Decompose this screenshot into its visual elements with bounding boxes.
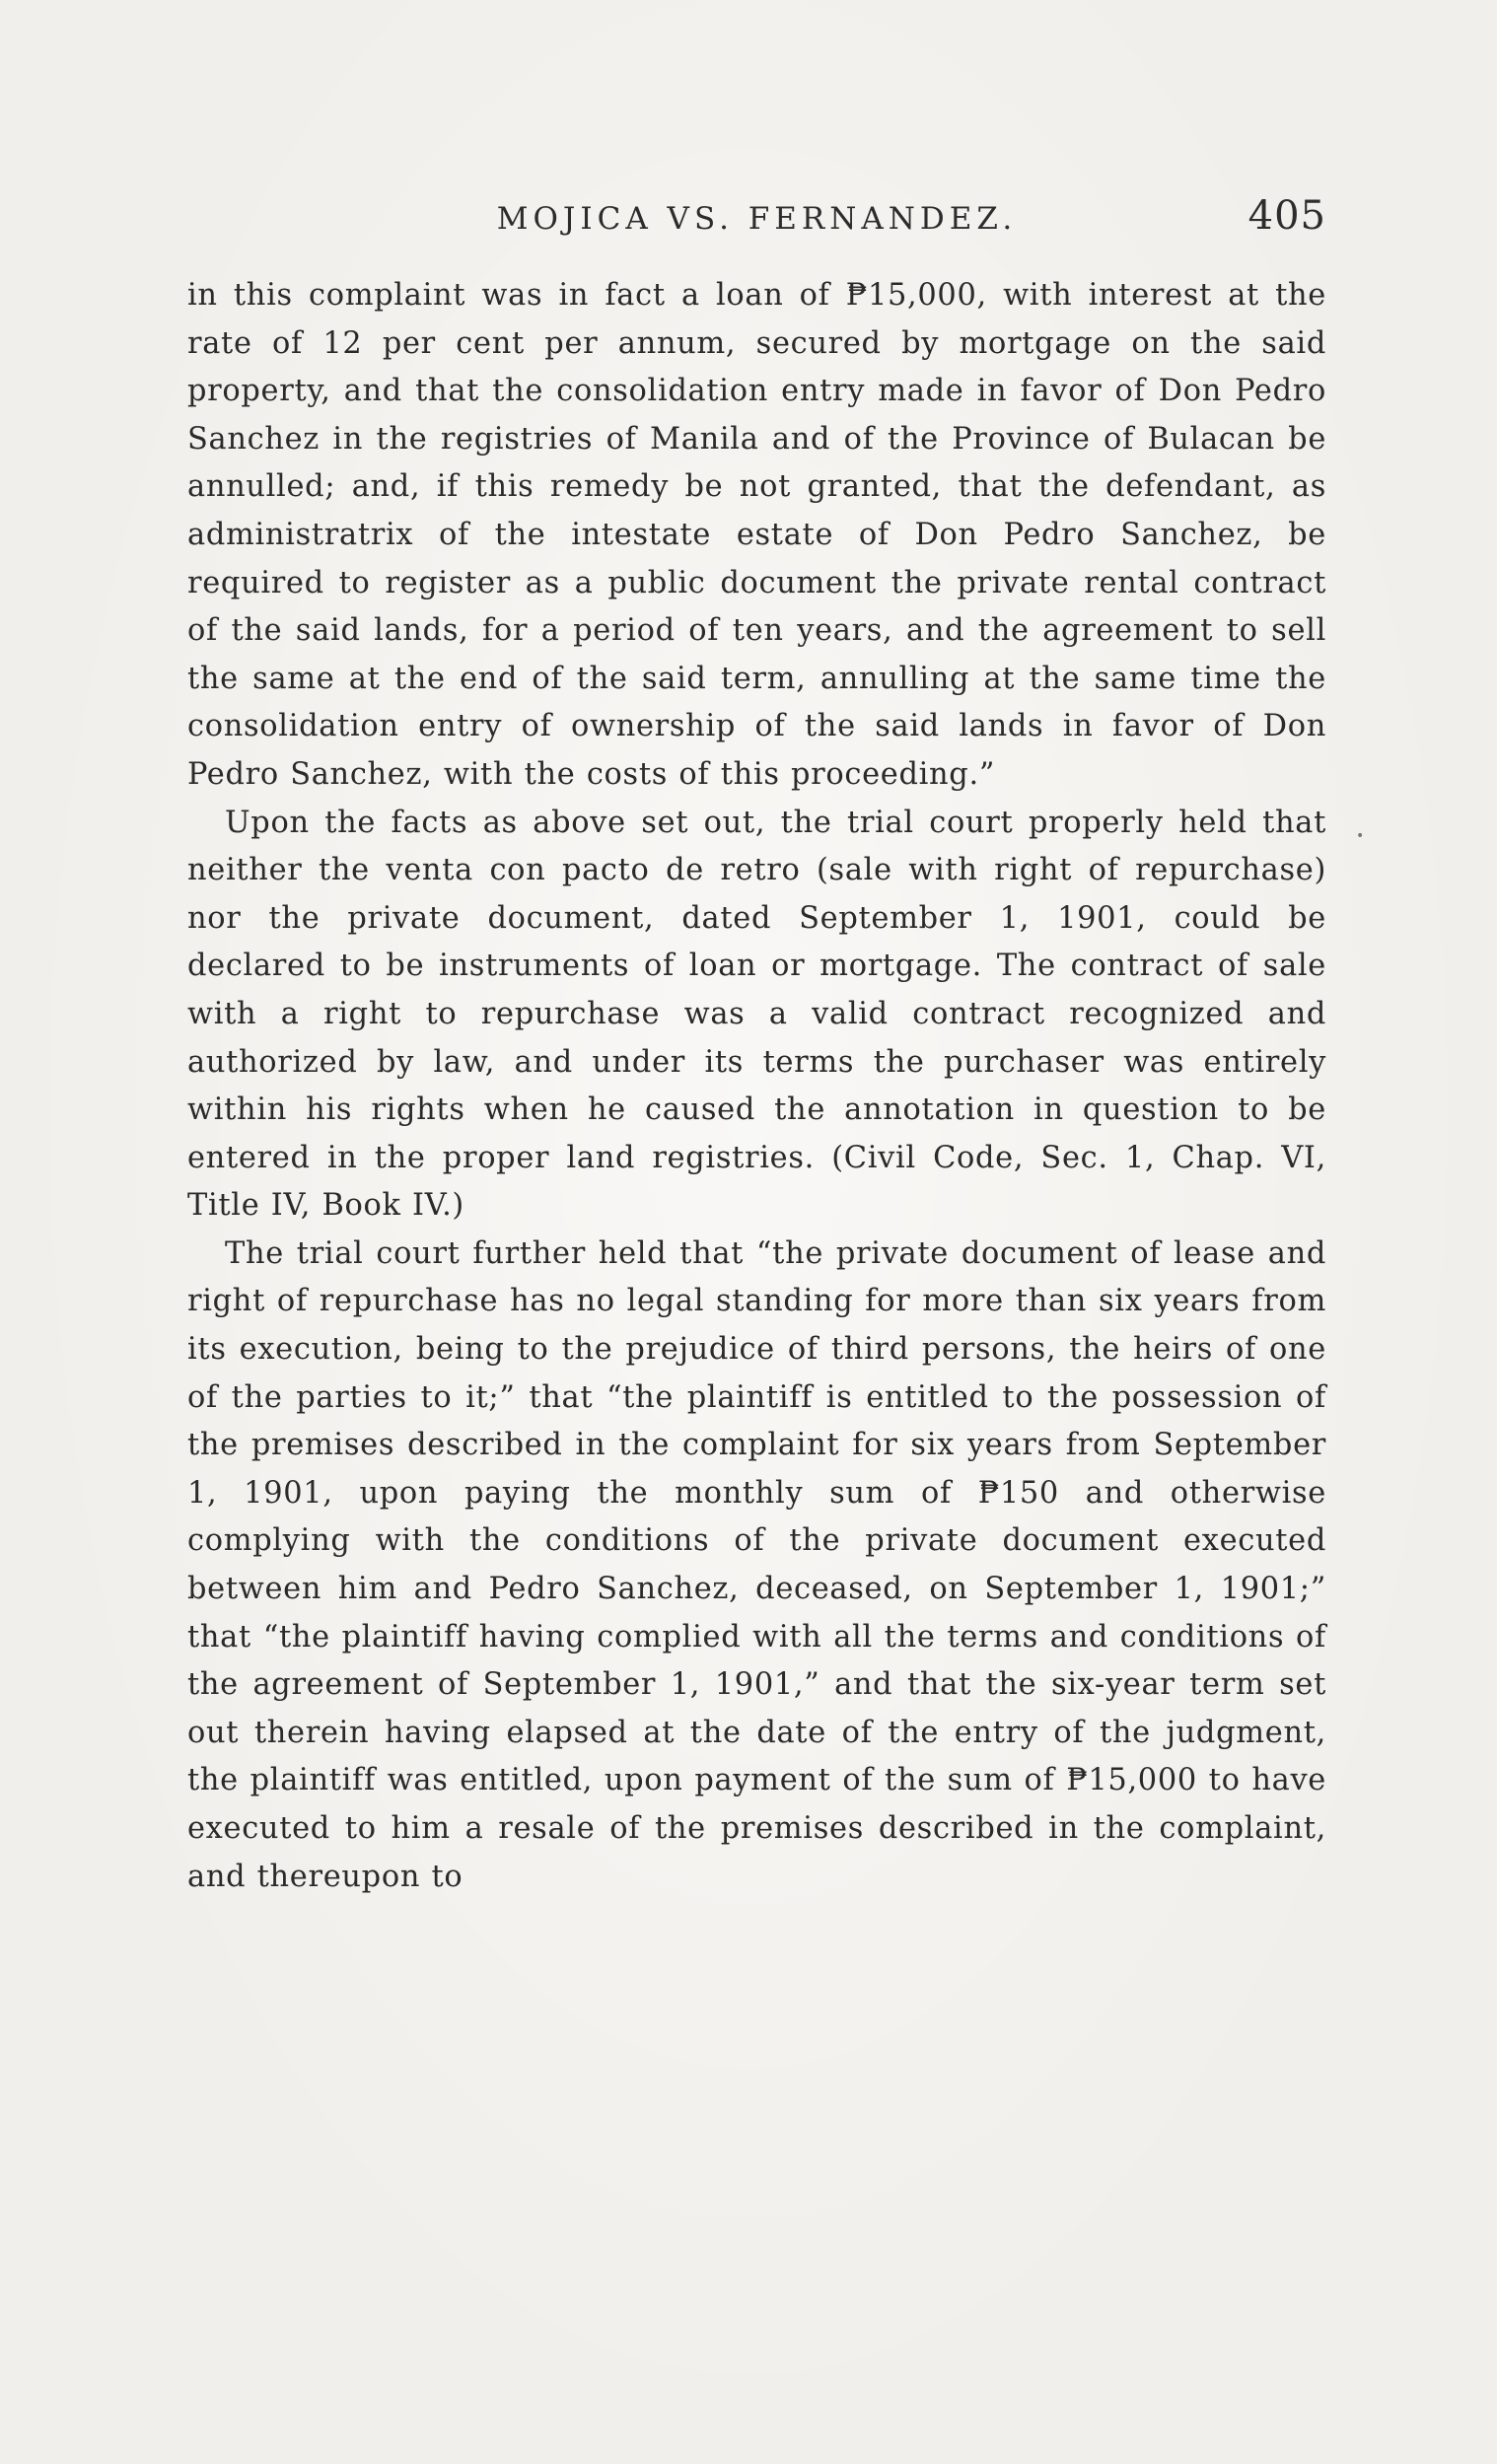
margin-dot: • xyxy=(1356,828,1365,844)
paragraph: The trial court further held that “the private document of lease and right of repurchase has no legal standing for more than six years from its execution, being to the prejudice of third persons, the heirs of one of the parties to it;” that “the plaintiff is entitled to the possession of the premises described in the complaint for six years from September 1, 1901, upon paying the monthly sum of ₱150 and otherwise complying with the conditions of the private document executed between him and Pedro Sanchez, deceased, on September 1, 1901;” that “the plaintiff having complied with all the terms and conditions of the agreement of September 1, 1901,” and that the six-year term set out therein having elapsed at the date of the entry of the judgment, the plaintiff was entitled, upon payment of the sum of ₱15,000 to have executed to him a resale of the premises described in the complaint, and thereupon to xyxy=(187,1235,1326,1894)
running-head: MOJICA VS. FERNANDEZ. xyxy=(496,201,1018,237)
page-header xyxy=(187,193,1326,252)
body-text xyxy=(187,272,1326,1901)
paragraph: Upon the facts as above set out, the trial court properly held that neither the venta con pacto de retro (sale with right of repurchase) nor the private document, dated September 1, 1901, could be declared to be instruments of loan or mortgage. The contract of sale with a right to repurchase was a valid contract recognized and authorized by law, and under its terms the purchaser was entirely within his rights when he caused the annotation in question to be entered in the proper land registries. (Civil Code, Sec. 1, Chap. VI, Title IV, Book IV.) xyxy=(187,805,1326,1224)
page-number: 405 xyxy=(1248,193,1326,239)
paragraph-continued: in this complaint was in fact a loan of ₱15,000, with interest at the rate of 12 per cent per annum, secured by mortgage on the said property, and that the consolidation entry made in favor of Don Pedro Sanchez in the registries of Manila and of the Province of Bulacan be annulled; and, if this remedy be not granted, that the defendant, as administratrix of the intestate estate of Don Pedro Sanchez, be required to register as a public document the private rental contract of the said lands, for a period of ten years, and the agreement to sell the same at the end of the said term, annulling at the same time the consolidation entry of ownership of the said lands in favor of Don Pedro Sanchez, with the costs of this proceeding.” xyxy=(187,278,1326,792)
